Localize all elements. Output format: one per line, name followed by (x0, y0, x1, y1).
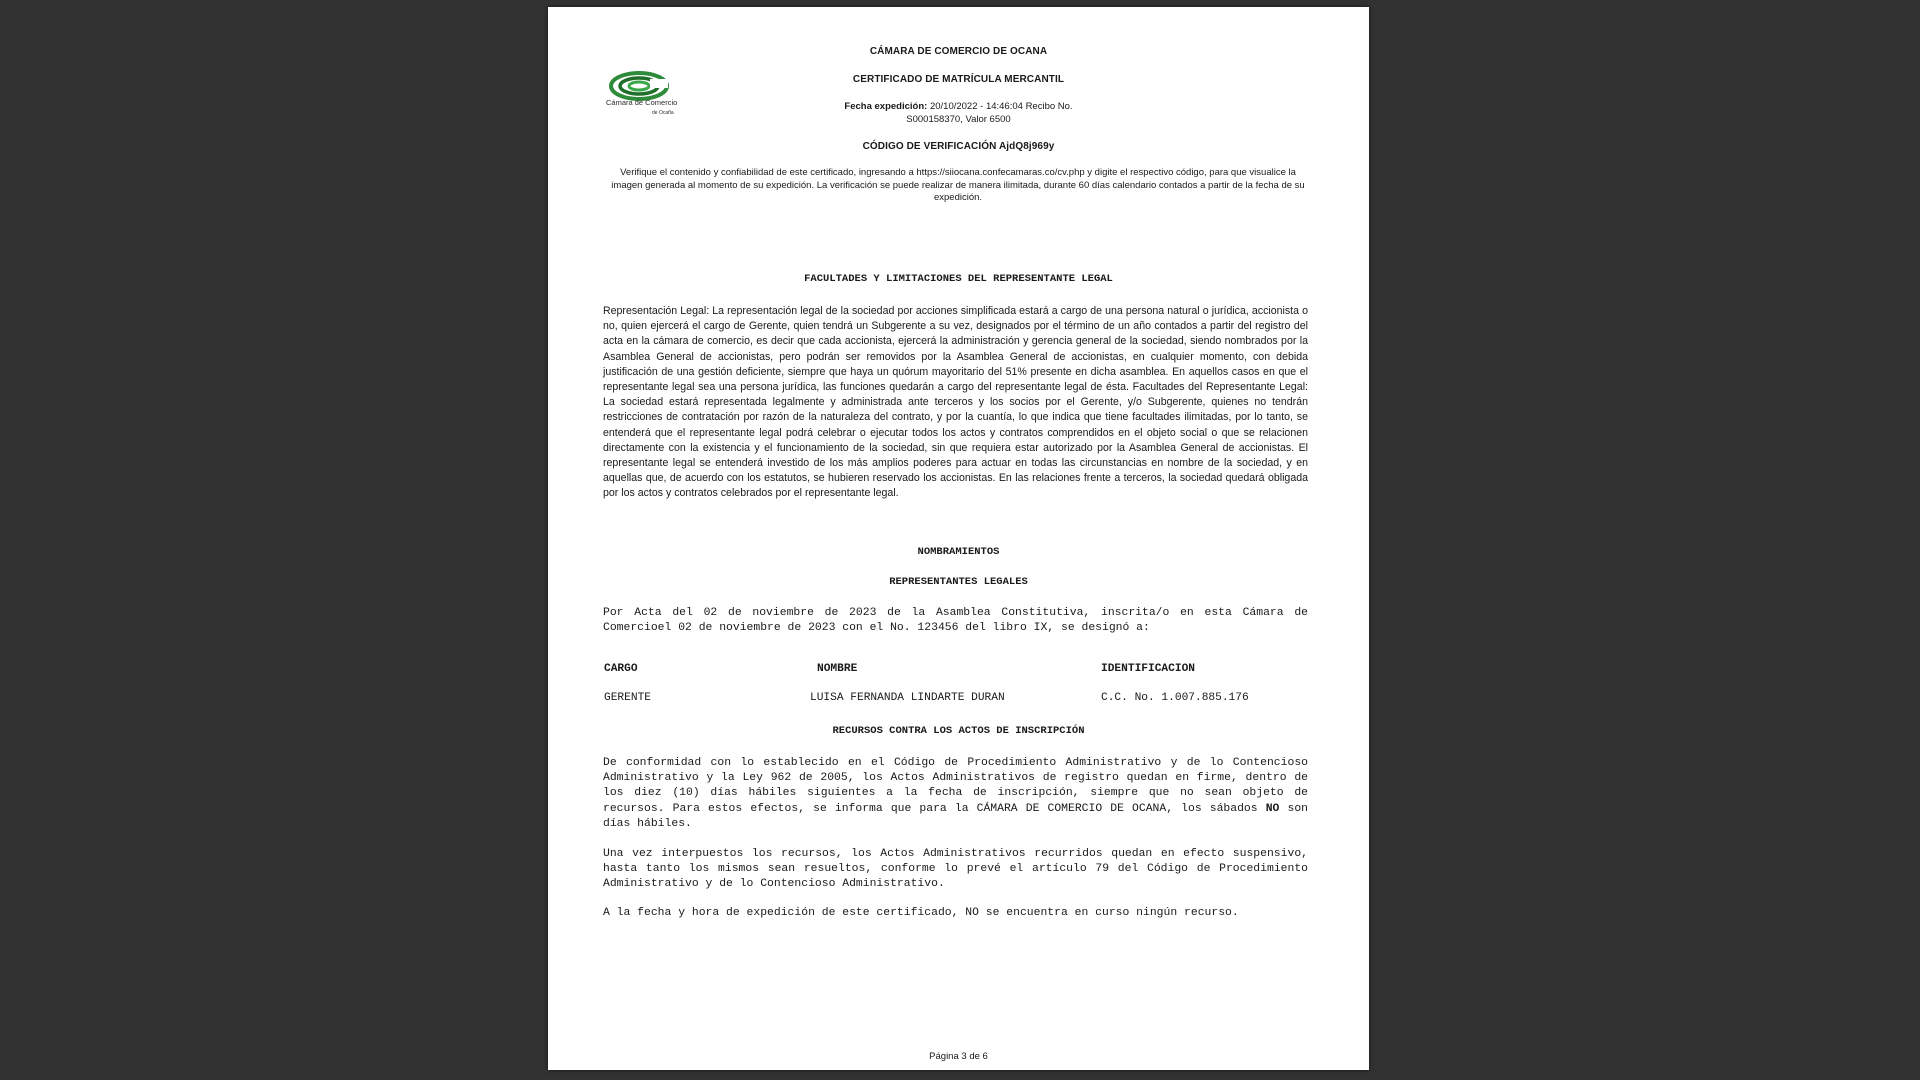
recursos-paragraph-3: A la fecha y hora de expedición de este certificado, NO se encuentra en curso ningún recurso. (603, 907, 1239, 919)
fecha-expedicion: Fecha expedición: 20/10/2022 - 14:46:04 Recibo No. S000158370, Valor 6500 (844, 101, 1073, 125)
verification-code: CÓDIGO DE VERIFICACIÓN AjdQ8j969y (862, 141, 1055, 152)
certificate-title: CERTIFICADO DE MATRÍCULA MERCANTIL (852, 74, 1065, 85)
recursos-title: RECURSOS CONTRA LOS ACTOS DE INSCRIPCIÓN (832, 725, 1085, 737)
recursos-paragraph-2: Una vez interpuestos los recursos, los Actos Administrativos recurridos quedan en efecto suspensivo, hasta tanto los mismos sean resueltos, conforme lo prevé el artículo 79 del Código de Procedimiento Administrativo y de lo Contencioso Administrativo. (603, 848, 1308, 891)
table-header-identificacion: IDENTIFICACION (1101, 663, 1195, 675)
table-header-cargo: CARGO (604, 663, 638, 675)
nombramientos-title: NOMBRAMIENTOS (917, 546, 1000, 558)
page-number: Página 3 de 6 (929, 1051, 988, 1062)
table-cell-cargo: GERENTE (604, 692, 651, 704)
acta-text: Por Acta del 02 de noviembre de 2023 de la Asamblea Constitutiva, inscrita/o en esta Cámara de Comercioel 02 de noviembre de 2023 con el No. 123456 del libro IX, se designó a: (603, 607, 1308, 635)
facultades-text: Representación Legal: La representación legal de la sociedad por acciones simplificada estará a cargo de una persona natural o jurídica, accionista o no, quien ejercerá el cargo de Gerente, quien tendrá un Subgerente a su vez, designados por el término de un año contados a partir del registro del acta en la cámara de comercio, es decir que cada accionista, ejercerá la administración y gerencia general de la sociedad, siendo nombrados por la Asamblea General de accionistas, pero podrán ser removidos por la Asamblea General de accionistas, en cualquier momento, con debida justificación de una gestión deficiente, siempre que haya un quórum mayoritario del 51% presente en dicha asamblea. En aquellos casos en que el representante legal sea una persona jurídica, las funciones quedarán a cargo del representante legal de ésta. Facultades del Representante Legal: La sociedad estará representada legalmente y administrada ante terceros y los socios por el Gerente, y/o Subgerente, quienes no tendrán restricciones de contratación por razón de la naturaleza del contrato, y por la cuantía, lo que indica que tiene facultades ilimitadas, por lo tanto, se entenderá que el representante legal podrá celebrar o ejecutar todos los actos y contratos comprendidos en el objeto social o que se relacionen directamente con la existencia y el funcionamiento de la sociedad, sin que requiera estar autorizado por la Asamblea General de accionistas. El representante legal se entenderá investido de los más amplios poderes para actuar en todas las circunstancias en nombre de la sociedad, y en aquellas que, de acuerdo con los estatutos, se hubieren reservado los accionistas. En las relaciones frente a terceros, la sociedad quedará obligada por los actos y contratos celebrados por el representante legal. (603, 305, 1308, 500)
facultades-title: FACULTADES Y LIMITACIONES DEL REPRESENTANTE LEGAL (804, 273, 1113, 285)
table-cell-identificacion: C.C. No. 1.007.885.176 (1101, 692, 1249, 704)
table-header-nombre: NOMBRE (817, 663, 858, 675)
recursos-paragraph-1: De conformidad con lo establecido en el Código de Procedimiento Administrativo y de lo Contencioso Administrativo y la Ley 962 de 2005, los Actos Administrativos de registro quedan en firme, dentro de los diez (10) días hábiles siguientes a la fecha de inscripción, siempre que no sean objeto de recursos. Para estos efectos, se informa que para la CÁMARA DE COMERCIO DE OCANA, los sábados NO son días hábiles. (603, 757, 1309, 830)
verification-text: Verifique el contenido y confiabilidad de este certificado, ingresando a https://siiocana.confecamaras.co/cv.php y digite el respectivo código, para que visualice la imagen generada al momento de su expedición. La verificación se puede realizar de manera ilimitada, durante 60 días calendario contados a partir de la fecha de su expedición. (611, 167, 1305, 204)
document-page (548, 7, 1369, 1070)
logo-text: Cámara de Comercio de Ocaña (606, 98, 678, 116)
chamber-name: CÁMARA DE COMERCIO DE OCANA (869, 46, 1048, 57)
representantes-title: REPRESENTANTES LEGALES (889, 576, 1028, 588)
table-cell-nombre: LUISA FERNANDA LINDARTE DURAN (810, 692, 1005, 704)
